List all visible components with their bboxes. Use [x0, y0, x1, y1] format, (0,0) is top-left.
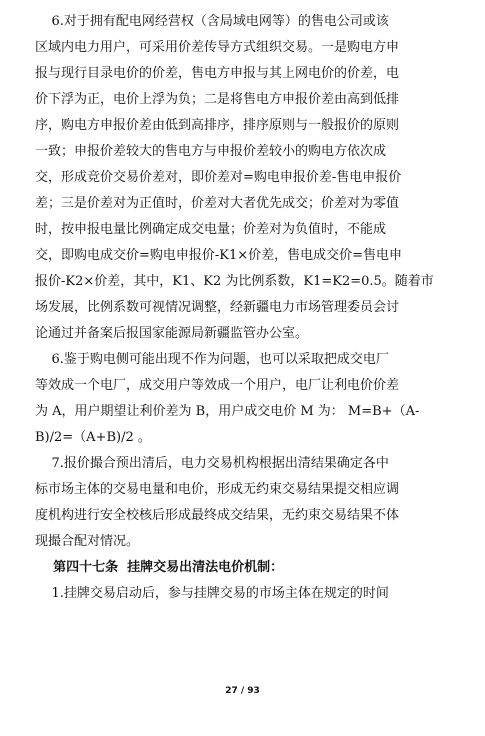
text-line: 1.挂牌交易启动后，参与挂牌交易的市场主体在规定的时间 [35, 586, 389, 601]
text-line: 标市场主体的交易电量和电价，形成无约束交易结果提交相应调 [35, 482, 400, 497]
text-line: 差；三是价差对为正值时，价差对大者优先成交；价差对为零值 [35, 196, 400, 211]
text-line: 6.鉴于购电侧可能出现不作为问题，也可以采取把成交电厂 [35, 352, 389, 367]
text-line: 报与现行目录电价的价差，售电方申报与其上网电价的价差，电 [35, 66, 400, 81]
text-line: 第四十七条 挂牌交易出清法电价机制： [35, 560, 284, 575]
text-line: 时，按申报电量比例确定成交电量；价差对为负值时，不能成 [35, 222, 387, 237]
text-line: 6.对于拥有配电网经营权（含局域电网等）的售电公司或该 [35, 14, 389, 29]
clause-6-price-difference [35, 9, 455, 347]
document-page [35, 9, 455, 607]
text-line: 场发展，比例系数可视情况调整，经新疆电力市场管理委员会讨 [35, 300, 400, 315]
text-line: 区域内电力用户，可采用价差传导方式组织交易。一是购电方申 [35, 40, 400, 55]
text-line: 交，形成竞价交易价差对，即价差对=购电申报价差-售电申报价 [35, 170, 402, 185]
text-line: 论通过并备案后报国家能源局新疆监管办公室。 [35, 326, 309, 341]
article-47-heading [35, 555, 455, 581]
text-line: B)/2=（A+B)/2 。 [35, 430, 151, 445]
text-line: 为 A，用户期望让利价差为 B，用户成交电价 M 为： M=B+（A- [35, 404, 420, 419]
text-line: 报价-K2×价差，其中，K1、K2 为比例系数，K1=K2=0.5。随着市 [35, 274, 434, 289]
text-line: 度机构进行安全校核后形成最终成交结果，无约束交易结果不体 [35, 508, 400, 523]
text-line: 价下浮为正，电价上浮为负；二是将售电方申报价差由高到低排 [35, 92, 400, 107]
article-47-item-1 [35, 581, 455, 607]
page-number: 27 / 93 [225, 686, 260, 696]
clause-6-virtual-plant [35, 347, 455, 451]
text-line: 一致；申报价差较大的售电方与申报价差较小的购电方依次成 [35, 144, 387, 159]
text-line: 序，购电方申报价差由低到高排序，排序原则与一般报价的原则 [35, 118, 400, 133]
text-line: 交，即购电成交价=购电申报价-K1×价差，售电成交价=售电申 [35, 248, 403, 263]
text-line: 7.报价撮合预出清后，电力交易机构根据出清结果确定各中 [35, 456, 389, 471]
clause-7-clearing [35, 451, 455, 555]
text-line: 等效成一个电厂，成交用户等效成一个用户，电厂让利电价价差 [35, 378, 400, 393]
text-line: 现撮合配对情况。 [35, 534, 140, 549]
